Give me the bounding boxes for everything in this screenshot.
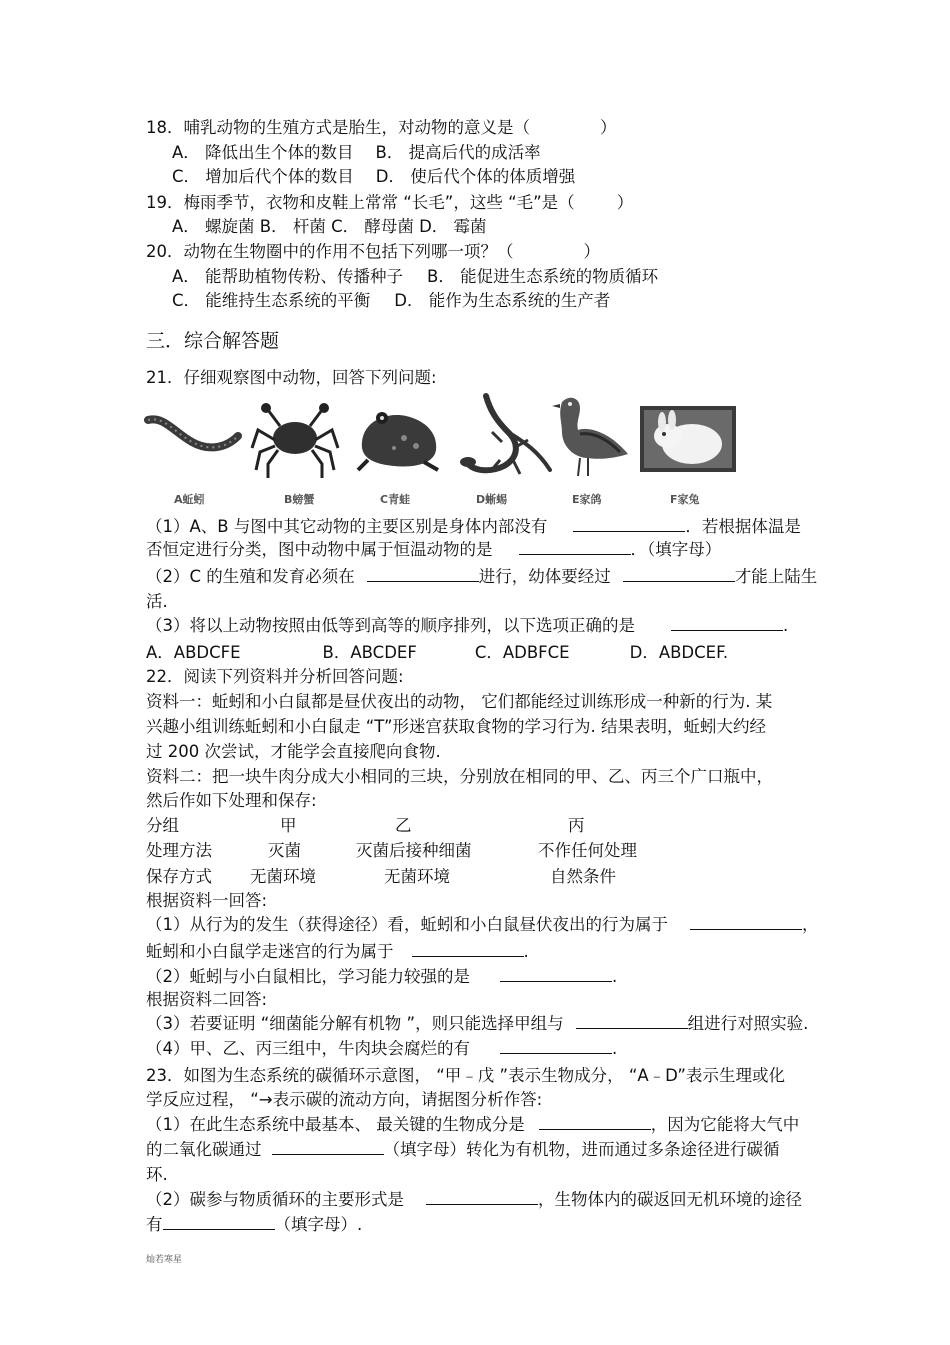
q22-material1-line3: 过 200 次尝试，才能学会直接爬向食物.	[146, 742, 441, 761]
q18-stem	[146, 116, 617, 140]
q20-stem	[146, 240, 600, 264]
q21-part3	[146, 614, 788, 638]
caption-c: C青蛙	[380, 493, 411, 506]
table-cell: 灭菌后接种细菌	[356, 841, 472, 860]
caption-a: A蚯蚓	[174, 493, 205, 506]
q23-p2-text-a: （2）碳参与物质循环的主要形式是	[146, 1190, 404, 1209]
caption-b: B螃蟹	[284, 493, 315, 506]
answer-blank[interactable]	[500, 965, 612, 982]
section-title: 三．综合解答题	[146, 330, 280, 352]
q22-r1q1-text-d: .	[523, 942, 529, 961]
q22-r1-q1-line2	[146, 940, 529, 964]
answer-blank[interactable]	[426, 1188, 538, 1205]
q23-p1-text-b: ，因为它能将大气中	[650, 1115, 800, 1134]
table-cell: 无菌环境	[250, 867, 316, 886]
answer-blank[interactable]	[573, 515, 685, 532]
q21-p2-text-a: （2）C 的生殖和发育必须在	[146, 567, 355, 586]
answer-blank[interactable]	[576, 1012, 688, 1029]
q23-stem-line2: 学反应过程， “→表示碳的流动方向，请据图分析作答:	[146, 1090, 543, 1109]
q22-r2q4-text: （4）甲、乙、丙三组中，牛肉块会腐烂的有	[146, 1039, 470, 1058]
q20-stem-text: 20．动物在生物圈中的作用不包括下列哪一项？（	[146, 242, 514, 261]
crab-image	[250, 400, 340, 480]
q22-r1q1-text-c: 蚯蚓和小白鼠学走迷宫的行为属于	[146, 942, 394, 961]
q23-stem-line1: 23．如图为生态系统的碳循环示意图， “甲﹣戊 ”表示生物成分， “A﹣D”表示生理或化	[146, 1066, 785, 1085]
table-cell: 自然条件	[550, 867, 616, 886]
q18-option-c: C． 增加后代个体的数目	[172, 167, 354, 186]
q19-options: A． 螺旋菌 B． 杆菌 C． 酵母菌 D． 霉菌	[172, 217, 487, 236]
q18-options-cd	[172, 165, 575, 189]
q21-p1-text-d: ．（填字母）	[630, 540, 722, 559]
answer-blank[interactable]	[500, 1037, 612, 1054]
q23-part1-line2	[146, 1138, 780, 1162]
q18-stem-text: 18．哺乳动物的生殖方式是胎生，对动物的意义是（	[146, 118, 530, 137]
q18-option-b: B． 提高后代的成活率	[375, 143, 541, 162]
q18-stem-end: ）	[600, 118, 617, 137]
q20-options-ab	[172, 265, 658, 289]
q21-p2-text-b: 进行，幼体要经过	[478, 567, 611, 586]
table-cell: 处理方法	[146, 841, 212, 860]
q21-part2-line1	[146, 565, 817, 589]
q19-stem-end: ）	[616, 193, 634, 212]
answer-blank[interactable]	[539, 1113, 651, 1130]
frog-image	[354, 402, 444, 472]
q22-r1-q2	[146, 965, 617, 989]
table-cell: 分组	[146, 816, 179, 835]
q22-r1q1-text-a: （1）从行为的发生（获得途径）看，蚯蚓和小白鼠昼伏夜出的行为属于	[146, 915, 668, 934]
q23-p2-text-d: （填字母）.	[274, 1215, 363, 1234]
answer-blank[interactable]	[272, 1138, 384, 1155]
answer-blank[interactable]	[671, 614, 783, 631]
q20-option-d: D． 能作为生态系统的生产者	[394, 291, 611, 310]
table-cell: 甲	[280, 816, 297, 835]
answer-blank[interactable]	[623, 565, 735, 582]
q20-options-cd	[172, 289, 610, 313]
caption-d: D蜥蜴	[476, 493, 508, 506]
table-cell: 丙	[568, 816, 585, 835]
q18-options-ab	[172, 141, 541, 165]
q21-stem: 21．仔细观察图中动物，回答下列问题:	[146, 368, 437, 387]
table-cell: 不作任何处理	[538, 841, 637, 860]
q21-options	[146, 641, 728, 665]
q21-p3-end: .	[783, 616, 789, 635]
q22-r2-q3	[146, 1012, 808, 1036]
q23-p2-text-b: ，生物体内的碳返回无机环境的途径	[538, 1190, 802, 1209]
q22-material1-line1: 资料一：蚯蚓和小白鼠都是昼伏夜出的动物， 它们都能经过训练形成一种新的行为. 某	[146, 692, 773, 711]
q22-r1-heading: 根据资料一回答:	[146, 891, 268, 910]
q20-option-b: B． 能促进生态系统的物质循环	[427, 267, 659, 286]
q21-part2-line2: 活.	[146, 592, 168, 611]
q23-p2-text-c: 有	[146, 1215, 163, 1234]
answer-blank[interactable]	[412, 940, 524, 957]
q20-option-a: A． 能帮助植物传粉、传播种子	[172, 267, 404, 286]
q21-p1-text-c: 否恒定进行分类，图中动物中属于恒温动物的是	[146, 540, 493, 559]
q22-stem: 22．阅读下列资料并分析回答问题:	[146, 667, 404, 686]
q22-r2q4-end: .	[612, 1039, 618, 1058]
q22-r1q2-end: .	[612, 967, 618, 986]
q22-material2-line1: 资料二：把一块牛肉分成大小相同的三块，分别放在相同的甲、乙、丙三个广口瓶中，	[146, 767, 773, 786]
q21-p2-text-c: 才能上陆生	[734, 567, 818, 586]
q22-r2-q4	[146, 1037, 617, 1061]
answer-blank[interactable]	[163, 1213, 275, 1230]
q21-p1-text-a: （1）A、B 与图中其它动物的主要区别是身体内部没有	[146, 517, 548, 536]
table-cell: 无菌环境	[384, 867, 450, 886]
q21-p3-text: （3）将以上动物按照由低等到高等的顺序排列，以下选项正确的是	[146, 616, 635, 635]
q21-option-c: C．ADBFCE	[474, 643, 570, 662]
q23-p1-text-d: （填字母）转化为有机物，进而通过多条途径进行碳循	[383, 1140, 780, 1159]
page-footer: 灿若寒星	[146, 1255, 183, 1265]
q23-part2-line2	[146, 1213, 362, 1237]
q22-r2q3-text: （3）若要证明 “细菌能分解有机物 ”，则只能选择甲组与	[146, 1014, 564, 1033]
table-cell: 保存方式	[146, 867, 212, 886]
q21-option-a: A．ABDCFE	[146, 643, 241, 662]
q19-stem	[146, 191, 633, 215]
q22-r1q2-text: （2）蚯蚓与小白鼠相比，学习能力较强的是	[146, 967, 470, 986]
q23-part2-line1	[146, 1188, 802, 1212]
caption-f: F家兔	[670, 493, 700, 506]
q23-part1-line1	[146, 1113, 799, 1137]
q19-stem-text: 19．梅雨季节，衣物和皮鞋上常常 “长毛”，这些 “毛”是（	[146, 193, 575, 212]
answer-blank[interactable]	[690, 913, 802, 930]
q21-option-d: D．ABDCEF.	[629, 643, 729, 662]
q22-r2q3-end: 组进行对照实验.	[687, 1014, 809, 1033]
table-cell: 乙	[395, 816, 412, 835]
pigeon-image	[544, 392, 634, 484]
q20-stem-end: ）	[583, 242, 600, 261]
q21-part1-line1	[146, 515, 801, 539]
q23-p1-text-a: （1）在此生态系统中最基本、 最关键的生物成分是	[146, 1115, 525, 1134]
rabbit-image	[640, 406, 736, 472]
q20-option-c: C． 能维持生态系统的平衡	[172, 291, 371, 310]
q21-p1-text-b: ．若根据体温是	[685, 517, 801, 536]
answer-blank[interactable]	[519, 538, 631, 555]
q22-material2-line2: 然后作如下处理和保存:	[146, 791, 317, 810]
q22-r2-heading: 根据资料二回答:	[146, 990, 268, 1009]
q23-part1-line3: 环.	[146, 1165, 168, 1184]
earthworm-image	[144, 406, 244, 466]
q18-option-a: A． 降低出生个体的数目	[172, 143, 354, 162]
q22-material1-line2: 兴趣小组训练蚯蚓和小白鼠走 “T”形迷宫获取食物的学习行为. 结果表明，蚯蚓大约经	[146, 717, 767, 736]
q21-part1-line2	[146, 538, 721, 562]
q22-r1-q1-line1	[146, 913, 819, 937]
answer-blank[interactable]	[367, 565, 479, 582]
lizard-image	[456, 392, 556, 484]
q18-option-d: D． 使后代个体的体质增强	[375, 167, 576, 186]
caption-e: E家鸽	[572, 493, 602, 506]
q21-option-b: B．ABCDEF	[322, 643, 417, 662]
q22-r1q1-text-b: ，	[802, 915, 819, 934]
q23-p1-text-c: 的二氧化碳通过	[146, 1140, 262, 1159]
animal-figure	[144, 392, 744, 514]
table-cell: 灭菌	[268, 841, 301, 860]
